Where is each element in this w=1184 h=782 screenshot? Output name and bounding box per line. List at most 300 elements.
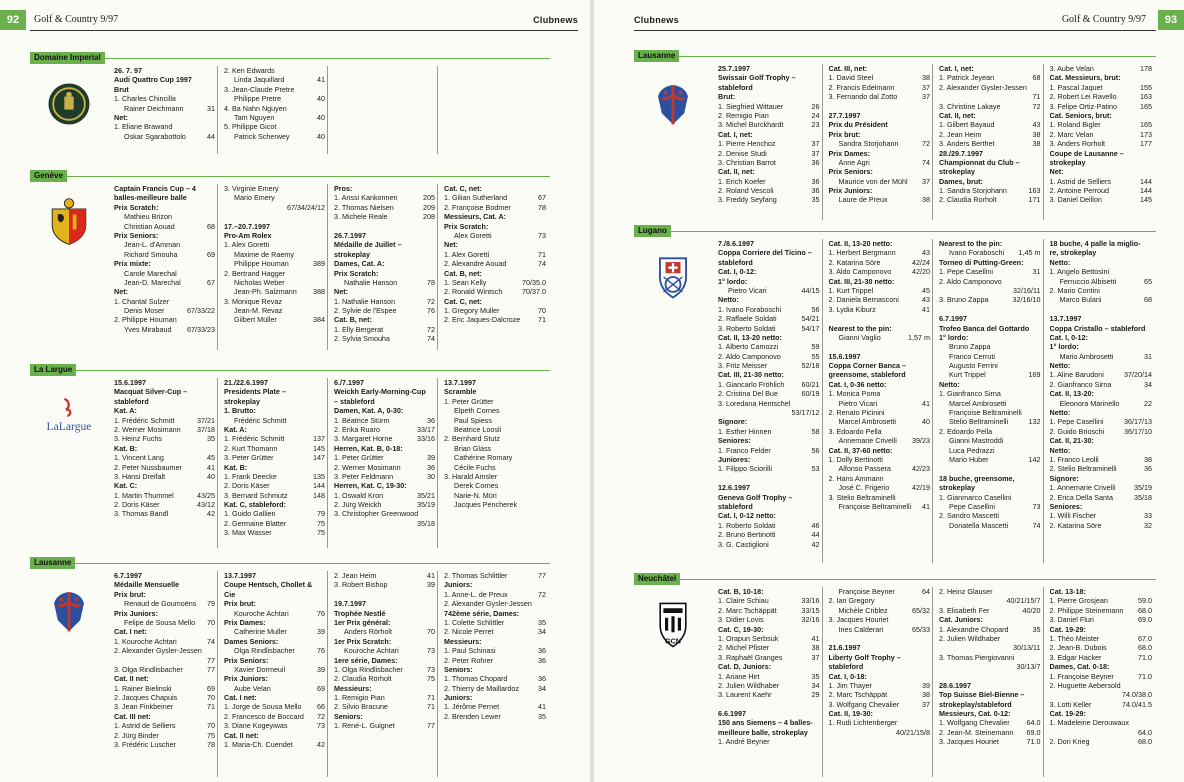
result-heading — [829, 130, 933, 139]
result-score: 41 — [922, 304, 930, 314]
result-score: 70 — [207, 617, 215, 627]
result-heading — [829, 370, 933, 379]
result-text: 1. Astrid de Selliers — [1049, 176, 1112, 186]
result-text: 2. Thomas Schlittler — [444, 571, 508, 580]
result-line — [334, 416, 437, 425]
result-heading — [114, 387, 217, 396]
result-line — [224, 702, 327, 711]
result-line — [939, 130, 1043, 139]
result-line — [444, 656, 548, 665]
result-line — [334, 203, 437, 212]
result-line — [444, 627, 548, 636]
result-score: 41 — [922, 501, 930, 511]
result-text: 2. Philippe Houman — [114, 315, 177, 325]
result-line — [939, 606, 1043, 615]
result-text: 1. Erich Koefer — [718, 176, 766, 186]
result-line — [939, 120, 1043, 129]
result-text: 2. Jacques Chapuis — [114, 693, 178, 703]
result-text: Coppa Corriere del Ticino – — [718, 248, 812, 258]
result-text: Ivano Foraboschi — [949, 248, 1005, 258]
result-line — [829, 267, 933, 276]
result-heading — [939, 111, 1043, 120]
result-score: 35 — [207, 434, 215, 444]
result-heading — [829, 64, 933, 73]
result-score: 177 — [1140, 139, 1152, 149]
result-line — [224, 212, 327, 221]
result-score: 70/37.0 — [522, 287, 546, 297]
result-score: 64 — [922, 587, 930, 596]
result-line — [829, 92, 933, 101]
result-score: 173 — [1140, 129, 1152, 139]
result-text: Cat. II net: — [224, 730, 259, 740]
results-column — [330, 66, 438, 154]
result-text: 3. Harald Amsler — [444, 471, 498, 481]
result-text: 2. Jean-M. Steinemann — [939, 727, 1014, 737]
result-text: Cat. I, 0-12 netto: — [718, 511, 776, 521]
result-line — [1050, 305, 1155, 314]
result-text: Christian Aouad — [124, 221, 175, 231]
result-score: 42 — [317, 740, 325, 750]
result-text: 2. Doris Käser — [114, 500, 160, 510]
result-heading — [114, 609, 217, 618]
result-text: greensome, stableford — [828, 370, 906, 380]
section-rule — [634, 56, 1156, 57]
result-heading — [334, 378, 437, 387]
result-text: 1. Frédéric Schmitt — [224, 434, 285, 444]
result-line — [939, 370, 1043, 379]
result-heading — [718, 417, 822, 426]
result-text: 1. Pierre Henchoz — [718, 139, 776, 149]
result-line — [718, 361, 822, 370]
result-text: Laure de Preux — [838, 195, 888, 205]
result-heading — [224, 222, 327, 231]
result-score: 37 — [922, 82, 930, 92]
result-text: Cat. III, net: — [828, 64, 868, 73]
result-line — [334, 646, 437, 655]
result-text: Liberty Golf Trophy – — [828, 652, 901, 662]
result-score: 41 — [427, 571, 435, 580]
result-text: 2. Jean Heim — [334, 571, 377, 580]
result-text: Cat. I, 0-12: — [718, 267, 757, 277]
result-text: 2. Huguette Aebersold — [1049, 680, 1121, 690]
result-text: Prix brut: — [114, 589, 146, 599]
result-heading — [444, 222, 548, 231]
result-text: 2. Ronald Wintsch — [444, 287, 503, 297]
result-text: 2. Ken Edwards — [224, 66, 275, 75]
result-text: 2. Remigio Pian — [718, 110, 769, 120]
result-text: 1. Anne-L. de Preux — [444, 589, 508, 599]
result-heading — [1050, 158, 1155, 167]
result-score: 64.0 — [1138, 727, 1152, 737]
result-line — [939, 83, 1043, 92]
result-score: 71.0 — [1138, 652, 1152, 662]
result-line — [224, 453, 327, 462]
result-line — [114, 618, 217, 627]
result-score: 39 — [317, 627, 325, 637]
result-line — [114, 306, 217, 315]
result-score: 70 — [207, 693, 215, 703]
result-line — [829, 615, 933, 624]
result-score: 38 — [922, 73, 930, 83]
result-text: 2. Jean-B. Dubois — [1049, 643, 1107, 653]
result-score: 38 — [922, 690, 930, 700]
result-heading — [718, 483, 822, 492]
result-score: 1,57 m — [908, 332, 930, 342]
result-line — [334, 571, 437, 580]
section-title-left: Clubnews — [533, 15, 578, 25]
result-heading — [114, 203, 217, 212]
result-line — [1050, 195, 1155, 204]
result-heading — [718, 167, 822, 176]
result-score: 32 — [1144, 520, 1152, 530]
result-text: 2. Aldo Camponovo — [939, 276, 1002, 286]
result-score: 205 — [423, 193, 435, 203]
result-text: Gilbert Müller — [234, 315, 277, 325]
result-text: Cat. 19-29: — [1049, 709, 1086, 719]
results-column — [1046, 64, 1155, 220]
section-label: La Largue — [30, 364, 76, 376]
result-text: Kurt Trippel — [949, 370, 986, 380]
result-text: 2. Doris Käser — [224, 481, 270, 491]
result-text: 3. Thomas Bandl — [114, 509, 169, 519]
result-score: 71 — [538, 249, 546, 259]
result-line — [444, 406, 548, 415]
result-score: 60/19 — [801, 389, 820, 399]
result-line — [224, 472, 327, 481]
result-line — [334, 509, 437, 518]
result-heading — [829, 653, 933, 662]
result-text: 2. Francesco de Boccard — [224, 711, 304, 721]
result-score: 38 — [811, 643, 820, 653]
result-line — [939, 186, 1043, 195]
result-text: 3. Fritz Meisser — [718, 361, 768, 371]
result-line — [334, 434, 437, 443]
result-text: Pro-Am Rolex — [224, 230, 272, 240]
result-text: Pietro Vicari — [838, 398, 878, 408]
result-text: 3. Daniel Fluri — [1049, 615, 1094, 625]
result-heading — [224, 387, 327, 396]
result-text: Pietro Vicari — [728, 285, 767, 295]
result-text: Cie — [224, 589, 236, 599]
result-score: 66 — [317, 702, 325, 712]
result-line — [114, 599, 217, 608]
result-text: Netto: — [939, 379, 960, 389]
result-text: 1. Béatrice Stürm — [334, 415, 390, 425]
result-text: Marco Bulani — [1059, 295, 1102, 305]
result-heading — [718, 625, 822, 634]
result-text: 3. Jean Finkbeiner — [114, 702, 174, 712]
result-line — [444, 203, 548, 212]
result-text: Cat. C, net: — [444, 296, 482, 306]
result-text: Cat. Seniors, brut: — [1049, 110, 1112, 120]
result-line — [829, 625, 933, 634]
result-heading — [224, 590, 327, 599]
results-column — [714, 587, 823, 777]
result-text: 1. Colette Schlittler — [444, 617, 505, 627]
result-line — [334, 212, 437, 221]
result-line — [114, 425, 217, 434]
result-text: Kouroche Achtari — [344, 646, 399, 656]
result-line — [1050, 690, 1155, 699]
result-text: 3. Robert Bishop — [334, 580, 388, 590]
result-line — [718, 672, 822, 681]
result-line — [718, 530, 822, 539]
result-score: 68 — [1144, 295, 1152, 305]
result-text: Kat. B: — [224, 462, 248, 472]
result-text: Jean-L. d'Amman — [124, 240, 181, 250]
result-text: 1. Claire Schiau — [718, 596, 769, 606]
result-line — [444, 416, 548, 425]
result-score: 40 — [922, 417, 930, 427]
result-heading — [718, 295, 822, 304]
result-text: 2. Kurt Thomann — [224, 443, 278, 453]
result-score: 55 — [811, 351, 820, 361]
result-line — [1050, 521, 1155, 530]
result-heading — [224, 463, 327, 472]
result-text: 2. Gianfranco Sirna — [1049, 379, 1112, 389]
result-text: Trophée Nestlé — [334, 608, 386, 618]
result-line — [939, 521, 1043, 530]
result-score: 67/34/24/12 — [287, 202, 325, 212]
result-score: 43 — [1032, 120, 1041, 130]
result-text: 2. Denise Studi — [718, 148, 767, 158]
result-heading — [444, 387, 548, 396]
result-line — [718, 606, 822, 615]
result-heading — [114, 231, 217, 240]
result-text: Patrick Scherwey — [234, 131, 290, 141]
result-line — [829, 634, 933, 643]
result-text: Cat. D, Juniors: — [718, 662, 772, 672]
result-text: 3. Stelio Beltraminelli — [828, 492, 896, 502]
result-text: Françoise Beyner — [838, 587, 895, 596]
result-text: 3. Michel Burckhardt — [718, 120, 784, 130]
result-text: Prix mixte: — [114, 259, 151, 269]
result-line — [334, 297, 437, 306]
results-column — [220, 66, 328, 154]
result-text: Elpeth Cornes — [454, 406, 500, 416]
result-line — [939, 502, 1043, 511]
result-text: 3. Freddy Seyfang — [718, 195, 777, 205]
result-text: 3. Olga Rindlisbacher — [114, 664, 183, 674]
result-text: Trofeo Banca del Gottardo — [939, 323, 1030, 333]
result-text: Eleonora Marinello — [1059, 398, 1120, 408]
result-text: Messieurs: — [444, 636, 482, 646]
results-column — [440, 184, 548, 350]
result-score: 71 — [207, 702, 215, 712]
result-line — [114, 212, 217, 221]
result-text: 2. Dori Krieg — [1049, 737, 1090, 747]
result-line — [224, 684, 327, 693]
result-score: 37 — [922, 699, 930, 709]
result-text: Prix Seniors: — [224, 655, 269, 665]
result-line — [334, 665, 437, 674]
page-number-left: 92 — [0, 10, 26, 30]
result-heading — [718, 511, 822, 520]
result-line — [939, 718, 1043, 727]
result-score: 65 — [1144, 276, 1152, 286]
result-text: 1. Elly Bergerat — [334, 324, 384, 334]
result-score: 32/16 — [801, 615, 820, 625]
result-text: 1. Franco Leolli — [1049, 454, 1099, 464]
result-line — [829, 102, 933, 111]
result-score: 72 — [922, 139, 930, 149]
result-text: 3. Michele Reale — [334, 212, 388, 222]
result-text: 2. Jürg Binder — [114, 730, 159, 740]
result-text: Médaille de Juillet – — [334, 240, 402, 250]
result-heading — [1050, 333, 1155, 342]
result-text: 15.6.1997 — [114, 378, 146, 387]
result-heading — [224, 406, 327, 415]
result-text: re, strokeplay — [1049, 248, 1097, 258]
result-line — [114, 500, 217, 509]
result-heading — [334, 481, 437, 490]
result-text: Cat. II, 19-30: — [828, 709, 873, 719]
result-heading — [1050, 474, 1155, 483]
result-text: Françoise Beltraminelli — [838, 501, 912, 511]
result-text: 2. Eric Jaques-Dalcroze — [444, 315, 521, 325]
result-text: 1. Eliane Brawand — [114, 122, 173, 132]
result-text: 1. Françoise Beyner — [1049, 671, 1114, 681]
result-line — [114, 463, 217, 472]
result-text: 1. Giancarlo Fröhlich — [718, 379, 785, 389]
result-heading — [718, 502, 822, 511]
result-score: 35 — [538, 617, 546, 627]
result-score: 208 — [423, 212, 435, 222]
result-score: 67/33/23 — [187, 324, 215, 334]
result-text: Cat. III, 21-30 netto: — [718, 370, 784, 380]
result-score: 33/16 — [417, 434, 435, 444]
result-line — [718, 342, 822, 351]
results-column — [935, 239, 1044, 563]
result-line — [829, 427, 933, 436]
result-text: 1. Franco Felder — [718, 445, 771, 455]
result-score: 44 — [811, 530, 820, 540]
results-column — [825, 64, 934, 220]
result-heading — [1050, 446, 1155, 455]
result-score: 37/21 — [197, 415, 215, 425]
result-text: 3. Thomas Piergiovanni — [939, 652, 1015, 662]
result-score: 70 — [207, 721, 215, 731]
result-heading — [114, 113, 217, 122]
result-text: 2. Bertrand Hagger — [224, 268, 286, 278]
result-line — [1050, 102, 1155, 111]
result-heading — [718, 728, 822, 737]
result-line — [829, 408, 933, 417]
result-text: Jean-D. Marechal — [124, 277, 181, 287]
result-line — [444, 444, 548, 453]
result-text: 2. Stelio Beltraminelli — [1049, 464, 1117, 474]
result-line — [334, 580, 437, 589]
result-heading — [718, 64, 822, 73]
result-text: 1. Sean Kelly — [444, 277, 487, 287]
result-text: strokeplay — [1049, 157, 1086, 167]
result-score: 155 — [1140, 82, 1152, 92]
result-text: 3. Jacques Houriet — [828, 615, 889, 625]
result-text: Anders Rörholt — [344, 627, 392, 637]
result-heading — [444, 297, 548, 306]
result-line — [114, 491, 217, 500]
result-score: 38 — [922, 195, 930, 205]
result-text: Richard Smouha — [124, 249, 178, 259]
result-line — [224, 481, 327, 490]
result-heading — [114, 712, 217, 721]
result-heading — [114, 580, 217, 589]
result-heading — [334, 259, 437, 268]
result-text: Dames, brut: — [939, 176, 983, 186]
result-text: Top Suisse Biel-Bienne – — [939, 690, 1025, 700]
result-line — [718, 653, 822, 662]
result-text: Kat. B: — [114, 443, 138, 453]
result-score: 32/16/11 — [1013, 285, 1041, 295]
result-line — [114, 731, 217, 740]
result-heading — [114, 66, 217, 75]
results-column — [330, 571, 438, 777]
result-text: Luca Pedrazzi — [949, 445, 995, 455]
result-line — [224, 240, 327, 249]
result-line — [334, 193, 437, 202]
result-line — [939, 662, 1043, 671]
result-line — [224, 721, 327, 730]
result-heading — [718, 73, 822, 82]
result-heading — [114, 287, 217, 296]
result-text: 2. Bernhard Stutz — [444, 434, 500, 444]
result-score: 31 — [207, 103, 215, 113]
result-heading — [114, 674, 217, 683]
result-text: 6./7.1997 — [334, 378, 364, 387]
result-line — [718, 139, 822, 148]
result-text: 2. Katarina Söre — [828, 257, 881, 267]
result-text: 3. Hansi Dreifalt — [114, 471, 166, 481]
result-score: 24 — [811, 110, 820, 120]
result-line — [334, 590, 437, 599]
result-score: 77 — [207, 655, 215, 665]
result-text: 1. Peter Grütter — [334, 453, 384, 463]
result-text: 18 buche, 4 palle la miglio- — [1049, 239, 1141, 248]
result-line — [1050, 718, 1155, 727]
result-line — [444, 463, 548, 472]
result-heading — [939, 690, 1043, 699]
result-score: 38 — [1032, 139, 1041, 149]
result-line — [939, 399, 1043, 408]
result-text: 3. Wolfgang Chevalier — [828, 699, 900, 709]
result-score: 72 — [538, 589, 546, 599]
result-line — [1050, 681, 1155, 690]
result-heading — [444, 609, 548, 618]
result-line — [224, 306, 327, 315]
result-text: 3. Edgar Hacker — [1049, 652, 1102, 662]
result-score: 77 — [207, 664, 215, 674]
result-line — [224, 184, 327, 193]
result-line — [224, 434, 327, 443]
result-score: 384 — [313, 315, 325, 325]
result-heading — [939, 64, 1043, 73]
result-score: 41 — [538, 702, 546, 712]
result-text: Cat. Messieurs, brut: — [1049, 73, 1121, 83]
result-text: 2. Edoardo Pella — [939, 426, 993, 436]
result-line — [1050, 295, 1155, 304]
result-text: 3. Felipe Ortiz-Patino — [1049, 101, 1118, 111]
result-line — [718, 427, 822, 436]
result-score: 53/17/12 — [791, 408, 820, 418]
result-text: 1. Vincent Lang — [114, 453, 164, 463]
result-score: 41 — [317, 75, 325, 85]
results-column — [220, 378, 328, 548]
result-score: 69 — [207, 249, 215, 259]
result-line — [939, 342, 1043, 351]
result-score: 43/12 — [197, 500, 215, 510]
result-heading — [1050, 314, 1155, 323]
result-line — [939, 427, 1043, 436]
